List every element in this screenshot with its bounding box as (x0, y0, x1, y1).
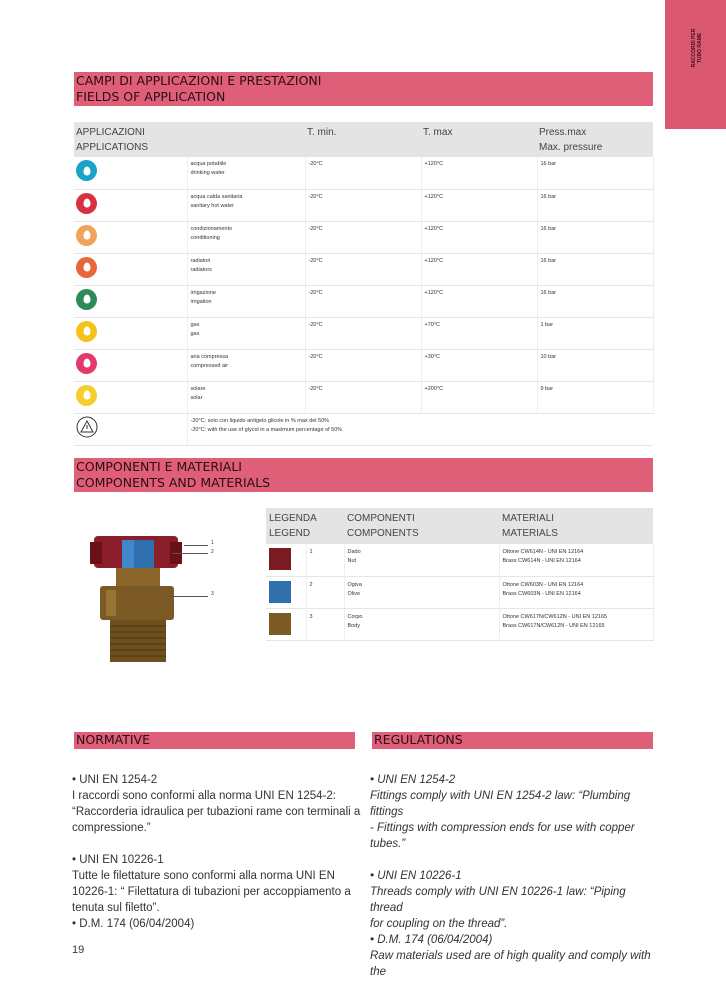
text-line (370, 852, 660, 868)
header-materials (499, 508, 653, 544)
application-name-it: acqua calda sanitaria (190, 193, 243, 200)
pressure-cell: 16 bar (537, 285, 653, 317)
tmax-cell: +70°C (421, 317, 537, 349)
text-line: tubes.” (370, 838, 406, 850)
application-name-en: irrigation (190, 298, 212, 305)
application-icon-cell (74, 253, 187, 285)
text-line (72, 836, 362, 852)
header-pressure-it: Press.max (539, 127, 587, 138)
application-name (187, 285, 305, 317)
application-name-en: radiators (190, 266, 212, 273)
pressure-cell: 1 bar (537, 317, 653, 349)
component-number: 1 (306, 544, 344, 576)
material-en: Brass CW617N/CW612N - UNI EN 12165 (502, 622, 605, 629)
application-icon-cell (74, 285, 187, 317)
normative-text (72, 772, 362, 932)
legend-swatch (269, 581, 291, 603)
component-name (344, 576, 499, 608)
pressure-cell: 16 bar (537, 221, 653, 253)
conditioner-icon (76, 225, 97, 246)
text-line: • D.M. 174 (06/04/2004) (72, 918, 195, 930)
regulations-title: REGULATIONS (374, 732, 463, 747)
text-line: • UNI EN 1254-2 (72, 774, 158, 786)
callout-line (184, 545, 208, 546)
component-name-it: Corpo (347, 613, 363, 620)
callout-1: 1 (211, 540, 214, 546)
material-en: Brass CW603N - UNI EN 12164 (502, 590, 581, 597)
component-row (266, 576, 653, 608)
side-tab-label: RACCORDI PER TUBO RAME (691, 28, 703, 68)
header-tmax: T. max (421, 122, 537, 157)
pressure-cell: 10 bar (537, 349, 653, 381)
callout-line (164, 596, 208, 597)
normative-title-bar (74, 732, 355, 749)
sun-icon (76, 385, 97, 406)
tmin-cell: -20°C (305, 253, 421, 285)
application-name-en: gas (190, 330, 200, 337)
application-name-it: condizionamento (190, 225, 233, 232)
tmax-cell: +120°C (421, 157, 537, 189)
legend-swatch (269, 548, 291, 570)
application-name-en: compressed air (190, 362, 229, 369)
pressure-cell: 16 bar (537, 253, 653, 285)
text-line: tenuta sul filetto”. (72, 902, 160, 914)
component-name (344, 544, 499, 576)
text-line: I raccordi sono conformi alla norma UNI EN 1254-2: (72, 790, 336, 802)
component-name-en: Nut (347, 558, 357, 564)
application-row (74, 221, 653, 253)
applications-header (74, 122, 305, 157)
application-icon-cell (74, 317, 187, 349)
regulations-title-bar (372, 732, 653, 749)
text-line: • UNI EN 10226-1 (72, 854, 164, 866)
component-name-it: Dado (347, 549, 361, 555)
text-line: compressione.” (72, 822, 151, 834)
tmin-cell: -20°C (305, 285, 421, 317)
callout-2: 2 (211, 549, 214, 555)
section-title-it: COMPONENTI E MATERIALI (76, 459, 242, 474)
tmin-cell: -20°C (305, 317, 421, 349)
section-title-en: COMPONENTS AND MATERIALS (76, 475, 271, 490)
header-tmin: T. min. (305, 122, 421, 157)
component-number: 2 (306, 576, 344, 608)
note-en: -20°C: with the use of glycol in a maximum percentage of 50% (190, 426, 343, 433)
component-name-it: Ogiva (347, 581, 362, 588)
callout-line (172, 553, 208, 554)
legend-swatch (269, 613, 291, 635)
applications-table (74, 122, 654, 446)
header-components (344, 508, 499, 544)
application-name-it: gas (190, 321, 200, 328)
header-legend-en: LEGEND (269, 528, 311, 539)
component-name (344, 608, 499, 640)
application-note (187, 413, 653, 445)
material-it: Ottone CW617N/CW612N - UNI EN 12165 (502, 613, 608, 620)
application-name-en: drinking water (190, 170, 225, 176)
tmax-cell: +120°C (421, 189, 537, 221)
application-name-en: solar (190, 394, 203, 401)
drop-icon (76, 160, 97, 181)
component-row (266, 544, 653, 576)
text-line: • UNI EN 10226-1 (370, 870, 462, 882)
tmax-cell: +120°C (421, 285, 537, 317)
header-legend (266, 508, 344, 544)
application-icon-cell (74, 157, 187, 189)
section-title-en: FIELDS OF APPLICATION (76, 89, 226, 104)
application-icon-cell (74, 189, 187, 221)
legend-swatch-cell (266, 576, 306, 608)
header-components-en: COMPONENTS (347, 528, 419, 539)
application-name (187, 349, 305, 381)
applications-header-row (74, 122, 653, 157)
compressor-icon (76, 353, 97, 374)
application-row (74, 157, 653, 189)
fitting-illustration (86, 528, 186, 666)
application-name-it: acqua potabile (190, 161, 227, 167)
text-line: - Fittings with compression ends for use with copper (370, 822, 635, 834)
application-row (74, 253, 653, 285)
application-name-en: conditioning (190, 234, 220, 241)
pressure-cell: 9 bar (537, 381, 653, 413)
application-row (74, 317, 653, 349)
text-line: Raw materials used are of high quality and comply with the (370, 950, 651, 978)
component-name-en: Olive (347, 590, 361, 597)
application-name (187, 317, 305, 349)
application-name (187, 189, 305, 221)
header-legend-it: LEGENDA (269, 513, 317, 524)
hot-drop-icon (76, 193, 97, 214)
application-name-en: sanitary hot water (190, 202, 234, 209)
application-icon-cell (74, 381, 187, 413)
text-line: Threads comply with UNI EN 10226-1 law: “Piping thread (370, 886, 626, 914)
component-number: 3 (306, 608, 344, 640)
text-line: 10226-1: “ Filettatura di tubazioni per accoppiamento a (72, 886, 351, 898)
application-row (74, 381, 653, 413)
legend-swatch-cell (266, 608, 306, 640)
flame-icon (76, 321, 97, 342)
application-name (187, 221, 305, 253)
material-it: Ottone CW603N - UNI EN 12164 (502, 581, 584, 588)
header-materials-en: MATERIALS (502, 528, 558, 539)
callout-3: 3 (211, 591, 214, 597)
text-line: • D.M. 174 (06/04/2004) (370, 934, 493, 946)
header-components-it: COMPONENTI (347, 513, 415, 524)
warning-icon (76, 416, 98, 438)
text-line: for coupling on the thread”. (370, 918, 508, 930)
components-header-row (266, 508, 653, 544)
tmin-cell: -20°C (305, 189, 421, 221)
application-name-it: irrigazione (190, 289, 216, 296)
tmin-cell: -20°C (305, 381, 421, 413)
component-name-en: Body (347, 622, 361, 629)
section-title-components (74, 458, 653, 492)
application-name (187, 157, 305, 189)
text-line: Tutte le filettature sono conformi alla norma UNI EN (72, 870, 335, 882)
material-en: Brass CW614N - UNI EN 12164 (502, 558, 581, 564)
component-row (266, 608, 653, 640)
application-name-it: radiatori (190, 257, 211, 264)
application-name (187, 253, 305, 285)
tmax-cell: +120°C (421, 221, 537, 253)
component-material (499, 544, 653, 576)
irrigation-icon (76, 289, 97, 310)
tmax-cell: +120°C (421, 253, 537, 285)
section-title-it: CAMPI DI APPLICAZIONI E PRESTAZIONI (76, 73, 322, 88)
header-pressure-en: Max. pressure (539, 142, 603, 153)
pressure-cell: 16 bar (537, 189, 653, 221)
component-material (499, 576, 653, 608)
tmin-cell: -20°C (305, 349, 421, 381)
application-name-it: aria compressa (190, 353, 229, 360)
application-icon-cell (74, 221, 187, 253)
component-material (499, 608, 653, 640)
radiator-icon (76, 257, 97, 278)
tmax-cell: +30°C (421, 349, 537, 381)
application-row (74, 285, 653, 317)
page-number: 19 (72, 944, 85, 956)
application-name-it: solare (190, 385, 206, 392)
pressure-cell: 16 bar (537, 157, 653, 189)
legend-swatch-cell (266, 544, 306, 576)
header-applications-it: APPLICAZIONI (76, 127, 145, 138)
normative-title: NORMATIVE (76, 732, 151, 747)
side-tab (665, 0, 726, 129)
note-it: -20°C: solo con liquido antigelo glicole in % max del 50% (190, 417, 330, 424)
text-line: Fittings comply with UNI EN 1254-2 law: “Plumbing fittings (370, 790, 631, 818)
tmax-cell: +200°C (421, 381, 537, 413)
application-name (187, 381, 305, 413)
text-line: “Raccorderia idraulica per tubazioni rame con terminali a (72, 806, 361, 818)
tmin-cell: -20°C (305, 157, 421, 189)
application-row (74, 189, 653, 221)
header-pressure (537, 122, 653, 157)
material-it: Ottone CW614N - UNI EN 12164 (502, 549, 584, 555)
warning-icon-cell (74, 413, 187, 445)
regulations-text (370, 772, 660, 980)
header-applications-en: APPLICATIONS (76, 142, 149, 153)
components-table (266, 508, 654, 641)
tmin-cell: -20°C (305, 221, 421, 253)
application-icon-cell (74, 349, 187, 381)
section-title-applications (74, 72, 653, 106)
header-materials-it: MATERIALI (502, 513, 555, 524)
application-note-row (74, 413, 653, 445)
application-row (74, 349, 653, 381)
text-line: • UNI EN 1254-2 (370, 774, 456, 786)
